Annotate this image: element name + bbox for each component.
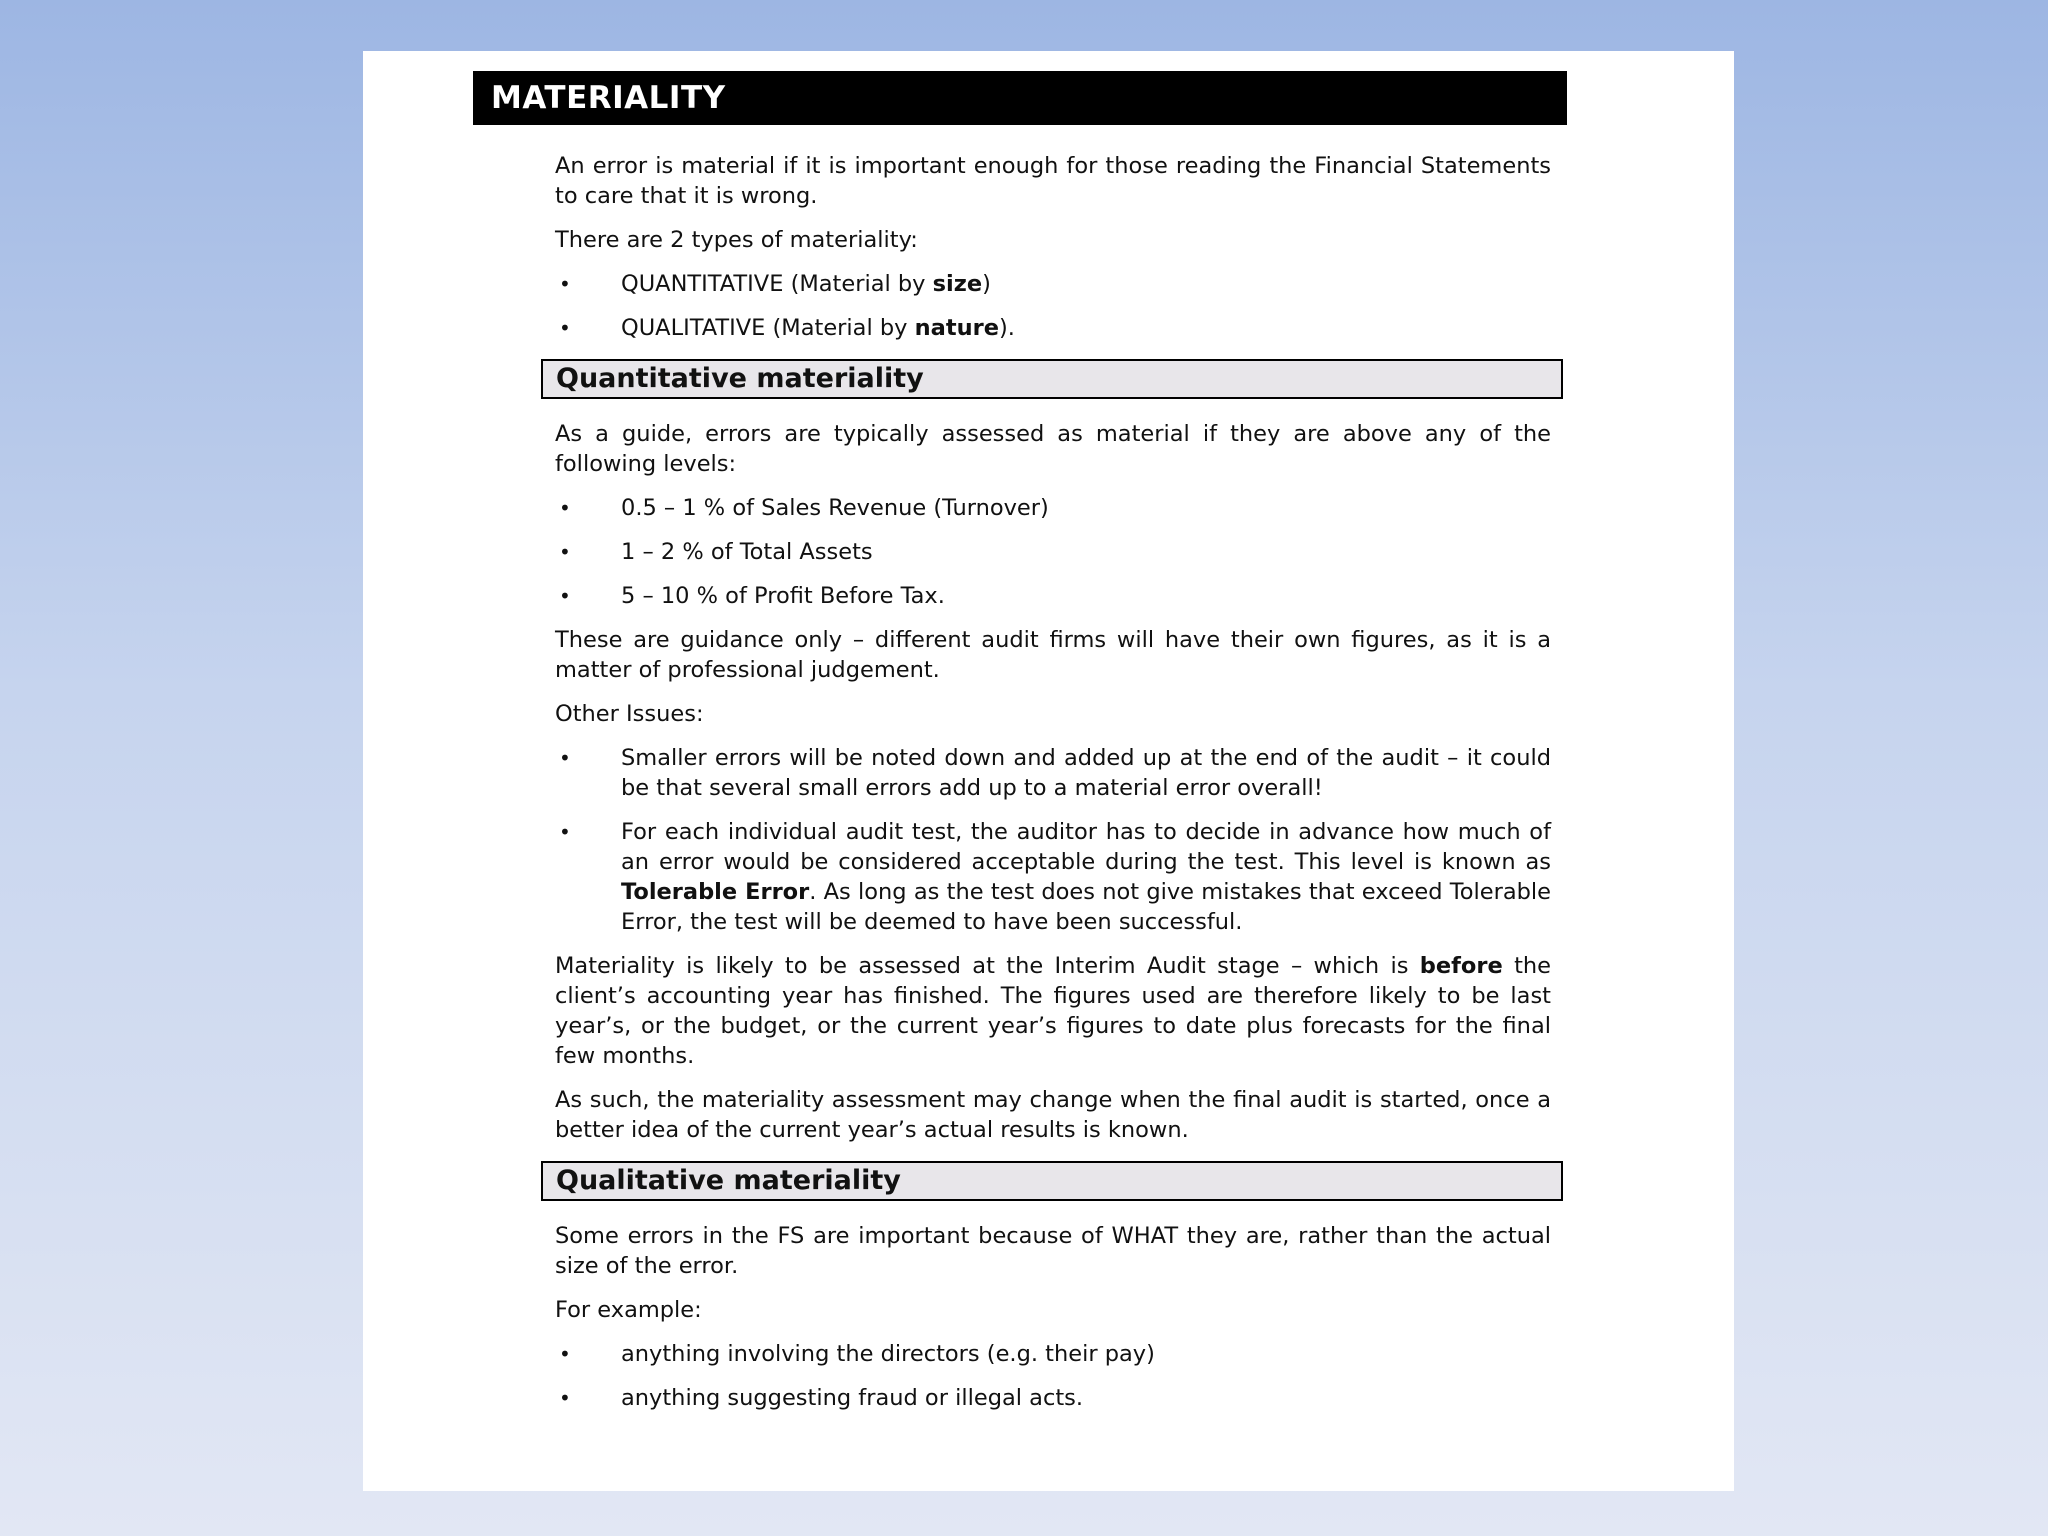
other-issues-label: Other Issues: <box>555 701 704 727</box>
list-item: • QUANTITATIVE (Material by size) <box>559 271 991 297</box>
quantitative-intro: As a guide, errors are typically assessed as material if they are above any of the following levels: <box>555 421 1551 477</box>
list-item: • anything involving the directors (e.g. their pay) <box>559 1341 1155 1367</box>
quantitative-levels-list <box>555 493 1551 611</box>
list-item: • 5 – 10 % of Profit Before Tax. <box>559 583 945 609</box>
intro-paragraph: An error is material if it is important enough for those reading the Financial Statements to care that it is wrong. <box>555 153 1551 209</box>
section-heading-quantitative: Quantitative materiality <box>541 359 1563 399</box>
qualitative-examples-list <box>555 1339 1551 1413</box>
document-page <box>363 51 1734 1491</box>
bullet-icon: • <box>559 820 571 844</box>
bullet-icon: • <box>559 584 571 608</box>
bullet-icon: • <box>559 1386 571 1410</box>
bullet-icon: • <box>559 496 571 520</box>
materiality-types-list <box>555 269 1551 343</box>
list-item: • 0.5 – 1 % of Sales Revenue (Turnover) <box>559 495 1049 521</box>
final-audit-paragraph: As such, the materiality assessment may change when the final audit is started, once a better idea of the current year’s actual results is known. <box>555 1087 1551 1143</box>
examples-label: For example: <box>555 1297 702 1323</box>
qualitative-intro: Some errors in the FS are important because of WHAT they are, rather than the actual size of the error. <box>555 1223 1551 1279</box>
bullet-icon: • <box>559 540 571 564</box>
guidance-paragraph: These are guidance only – different audit firms will have their own figures, as it is a matter of professional judgement. <box>555 627 1551 683</box>
interim-audit-paragraph: Materiality is likely to be assessed at the Interim Audit stage – which is before the client’s accounting year has finished. The figures used are therefore likely to be last year’s, or the budget, or the current year’s figures to date plus forecasts for the final few months. <box>555 953 1551 1069</box>
bullet-icon: • <box>559 272 571 296</box>
other-issues-list <box>555 743 1551 937</box>
bullet-icon: • <box>559 1342 571 1366</box>
bullet-icon: • <box>559 316 571 340</box>
list-item: • 1 – 2 % of Total Assets <box>559 539 873 565</box>
list-item: • For each individual audit test, the auditor has to decide in advance how much of an error would be considered acceptable during the test. This level is known as Tolerable Error. As long as the test does not give mistakes that exceed Tolerable Error, the test will be deemed to have been successful. <box>559 819 1551 935</box>
list-item: • QUALITATIVE (Material by nature). <box>559 315 1015 341</box>
list-item: • anything suggesting fraud or illegal acts. <box>559 1385 1084 1411</box>
bullet-icon: • <box>559 746 571 770</box>
page-title: MATERIALITY <box>473 71 1567 125</box>
document-content <box>555 151 1551 1427</box>
section-heading-qualitative: Qualitative materiality <box>541 1161 1563 1201</box>
list-item: • Smaller errors will be noted down and added up at the end of the audit – it could be that several small errors add up to a material error overall! <box>559 745 1551 801</box>
types-intro: There are 2 types of materiality: <box>555 227 918 253</box>
